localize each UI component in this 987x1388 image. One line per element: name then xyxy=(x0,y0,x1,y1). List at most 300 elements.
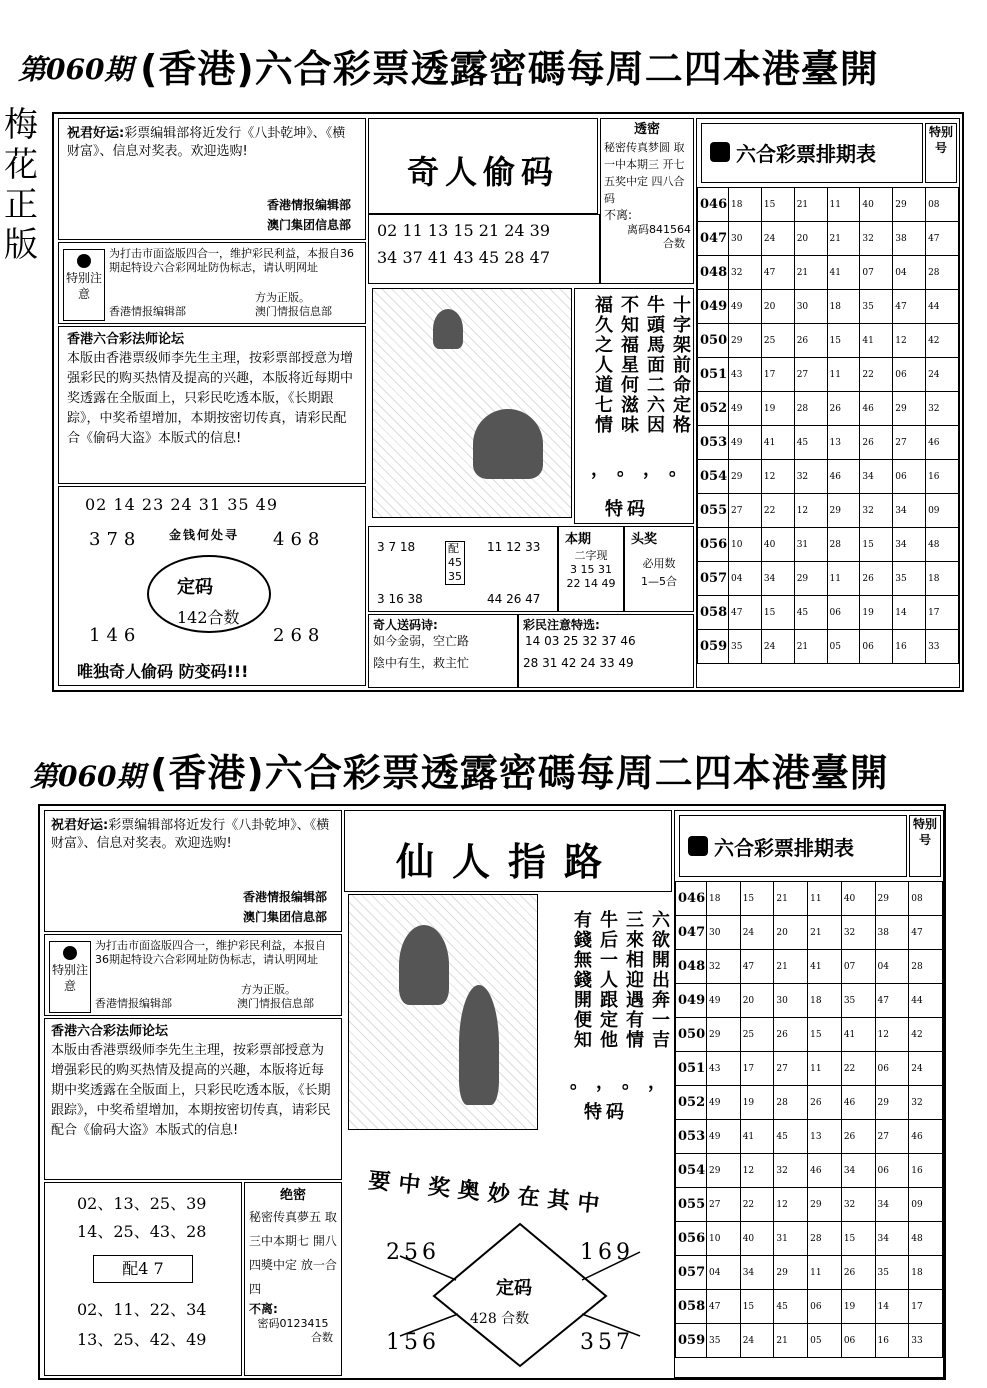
schedule-number: 46 xyxy=(909,1120,943,1154)
schedule-number: 16 xyxy=(909,1154,943,1188)
mascot-icon-bottom xyxy=(688,836,708,856)
pei-right-2: 44 26 47 xyxy=(487,592,541,606)
nums-line-4: 13、25、42、49 xyxy=(77,1330,207,1349)
page-header-bottom: (香港)六合彩票透露密碼每周二四本港臺開 xyxy=(150,751,889,795)
page-header: (香港)六合彩票透露密碼每周二四本港臺開 xyxy=(140,47,879,91)
schedule-number: 27 xyxy=(893,426,926,460)
schedule-row xyxy=(698,630,959,664)
schedule-number: 21 xyxy=(794,256,827,290)
notice-sign-2-bottom: 澳门情报信息部 xyxy=(237,997,314,1010)
schedule-number: 15 xyxy=(761,596,794,630)
poem-punct-1: 。 xyxy=(669,459,687,480)
schedule-number: 15 xyxy=(808,1018,842,1052)
schedule-number: 06 xyxy=(860,630,893,664)
schedule-row xyxy=(676,1290,943,1324)
schedule-row xyxy=(698,392,959,426)
schedule-row xyxy=(698,596,959,630)
schedule-number: 49 xyxy=(729,290,762,324)
pei-box-bottom: 配4 7 xyxy=(93,1255,193,1283)
schedule-number: 08 xyxy=(926,188,959,222)
schedule-number: 49 xyxy=(707,1086,741,1120)
schedule-number: 11 xyxy=(808,1256,842,1290)
schedule-row xyxy=(676,950,943,984)
schedule-number: 21 xyxy=(794,188,827,222)
schedule-number: 15 xyxy=(841,1222,875,1256)
diamond-arc-text: 金钱何处寻 xyxy=(169,528,240,542)
schedule-number: 45 xyxy=(774,1120,808,1154)
schedule-number: 21 xyxy=(808,916,842,950)
schedule-number: 29 xyxy=(729,324,762,358)
jue-text: 秘密传真夢五 取三中本期七 開八四獎中定 放一合四 xyxy=(249,1210,337,1296)
poem-punct-3: 。 xyxy=(617,459,635,480)
notice-badge-box xyxy=(63,249,105,321)
schedule-issue: 056 xyxy=(698,528,729,562)
greeting-box-bottom xyxy=(44,810,342,932)
notice-badge-bottom: 特别注意 xyxy=(51,963,88,993)
schedule-number: 11 xyxy=(827,562,860,596)
schedule-number: 34 xyxy=(761,562,794,596)
schedule-row xyxy=(676,1086,943,1120)
side-label: 梅花正版 xyxy=(4,105,38,265)
schedule-title: 六合彩票排期表 xyxy=(736,142,876,166)
schedule-number: 15 xyxy=(740,1290,774,1324)
schedule-issue: 049 xyxy=(676,984,707,1018)
schedule-number: 34 xyxy=(875,1188,909,1222)
schedule-number: 06 xyxy=(841,1324,875,1358)
schedule-number: 27 xyxy=(875,1120,909,1154)
poem-punct-4: ， xyxy=(591,459,609,480)
pei-middle-2: 35 xyxy=(448,570,462,583)
nums-box-bottom xyxy=(44,1182,242,1376)
schedule-number: 14 xyxy=(893,596,926,630)
benqi-box xyxy=(558,526,624,612)
schedule-number: 32 xyxy=(909,1086,943,1120)
schedule-row xyxy=(676,1324,943,1358)
schedule-number: 12 xyxy=(794,494,827,528)
schedule-number: 28 xyxy=(827,528,860,562)
secret-box xyxy=(600,118,694,284)
jue-title: 绝密 xyxy=(279,1188,306,1203)
schedule-number: 29 xyxy=(827,494,860,528)
schedule-number: 09 xyxy=(926,494,959,528)
schedule-issue: 058 xyxy=(698,596,729,630)
schedule-number: 11 xyxy=(827,188,860,222)
schedule-number: 34 xyxy=(875,1222,909,1256)
nums-line-1: 02、13、25、39 xyxy=(77,1194,207,1213)
schedule-row xyxy=(676,1052,943,1086)
figure-flying xyxy=(433,309,463,349)
schedule-number: 33 xyxy=(926,630,959,664)
issue-number-bottom: 第060期 xyxy=(30,760,145,793)
schedule-number: 30 xyxy=(794,290,827,324)
schedule-row xyxy=(698,426,959,460)
caimin-title: 彩民注意特选: xyxy=(523,618,600,632)
schedule-number: 10 xyxy=(729,528,762,562)
schedule-number: 26 xyxy=(794,324,827,358)
schedule-issue: 052 xyxy=(698,392,729,426)
secret-heshu: 合数 xyxy=(663,237,685,250)
schedule-number: 34 xyxy=(740,1256,774,1290)
diamond-sum-bottom: 428 合数 xyxy=(470,1311,530,1327)
schedule-number: 28 xyxy=(794,392,827,426)
schedule-number: 35 xyxy=(841,984,875,1018)
schedule-number: 19 xyxy=(740,1086,774,1120)
forum-box xyxy=(58,326,366,484)
poem-line-1: 十字架前命定格 xyxy=(670,295,691,435)
schedule-table-top xyxy=(697,187,959,664)
schedule-number: 35 xyxy=(729,630,762,664)
schedule-number: 12 xyxy=(740,1154,774,1188)
benqi-line-1: 3 15 31 xyxy=(570,563,612,576)
tema-label-bottom: 特码 xyxy=(584,1102,628,1123)
schedule-number: 43 xyxy=(707,1052,741,1086)
schedule-number: 06 xyxy=(808,1290,842,1324)
issue-number: 第060期 xyxy=(18,53,133,86)
poem-line-3: 不知福星何滋味 xyxy=(618,295,639,435)
schedule-number: 28 xyxy=(774,1086,808,1120)
schedule-number: 18 xyxy=(909,1256,943,1290)
schedule-number: 38 xyxy=(875,916,909,950)
schedule-number: 05 xyxy=(808,1324,842,1358)
schedule-issue: 054 xyxy=(698,460,729,494)
schedule-row xyxy=(676,1154,943,1188)
toujiang-title: 头奖 xyxy=(631,532,658,547)
schedule-number: 16 xyxy=(875,1324,909,1358)
diamond-top-left: 378 xyxy=(89,529,142,550)
songma-line-1: 如今金弱，空亡路 xyxy=(373,634,470,648)
schedule-number: 24 xyxy=(926,358,959,392)
schedule-number: 21 xyxy=(827,222,860,256)
diamond-bottom-left: 146 xyxy=(89,625,142,646)
toujiang-box xyxy=(624,526,694,612)
schedule-number: 29 xyxy=(707,1018,741,1052)
caimin-box xyxy=(518,614,694,688)
schedule-number: 19 xyxy=(761,392,794,426)
schedule-number: 49 xyxy=(707,1120,741,1154)
schedule-number: 45 xyxy=(774,1290,808,1324)
schedule-title-box-bottom xyxy=(679,815,907,877)
secret-code: 离码841564 xyxy=(627,223,691,236)
schedule-number: 32 xyxy=(794,460,827,494)
nums-line-3: 02、11、22、34 xyxy=(77,1300,207,1319)
schedule-issue: 046 xyxy=(676,882,707,916)
schedule-row xyxy=(676,1256,943,1290)
bomb-icon-bottom xyxy=(63,946,77,960)
schedule-row xyxy=(698,324,959,358)
schedule-number: 12 xyxy=(774,1188,808,1222)
schedule-number: 27 xyxy=(794,358,827,392)
schedule-number: 17 xyxy=(909,1290,943,1324)
schedule-number: 42 xyxy=(926,324,959,358)
schedule-issue: 051 xyxy=(676,1052,707,1086)
schedule-issue: 048 xyxy=(698,256,729,290)
schedule-number: 40 xyxy=(841,882,875,916)
greeting-sign-2: 澳门集团信息部 xyxy=(266,218,351,232)
schedule-row xyxy=(698,290,959,324)
pei-left-2: 3 16 38 xyxy=(377,592,423,606)
diamond-center: 定码 xyxy=(177,577,213,598)
figure-official xyxy=(459,985,499,1105)
schedule-number: 34 xyxy=(893,528,926,562)
schedule-number: 15 xyxy=(860,528,893,562)
schedule-number: 29 xyxy=(893,188,926,222)
schedule-number: 43 xyxy=(729,358,762,392)
poem-box-bottom xyxy=(552,906,672,1106)
schedule-number: 06 xyxy=(893,358,926,392)
schedule-issue: 050 xyxy=(698,324,729,358)
schedule-number: 30 xyxy=(774,984,808,1018)
title-box-bottom xyxy=(344,810,672,892)
schedule-number: 28 xyxy=(909,950,943,984)
diamond-bottom-right-bottom: 357 xyxy=(580,1330,634,1355)
pei-right-1: 11 12 33 xyxy=(487,540,541,554)
jue-box xyxy=(244,1182,342,1376)
schedule-number: 35 xyxy=(860,290,893,324)
schedule-number: 29 xyxy=(808,1188,842,1222)
schedule-issue: 049 xyxy=(698,290,729,324)
schedule-number: 26 xyxy=(827,392,860,426)
schedule-number: 10 xyxy=(707,1222,741,1256)
schedule-issue: 047 xyxy=(676,916,707,950)
schedule-number: 22 xyxy=(841,1052,875,1086)
schedule-issue: 051 xyxy=(698,358,729,392)
schedule-number: 34 xyxy=(860,460,893,494)
songma-title: 奇人送码诗: xyxy=(373,618,438,632)
poem-line-4: 福久之人道七情 xyxy=(592,295,613,435)
schedule-number: 09 xyxy=(909,1188,943,1222)
schedule-number: 21 xyxy=(774,1324,808,1358)
schedule-issue: 053 xyxy=(676,1120,707,1154)
schedule-number: 24 xyxy=(740,1324,774,1358)
schedule-box-top xyxy=(696,118,960,688)
schedule-number: 42 xyxy=(909,1018,943,1052)
poem-line-3-bottom: 牛后一人跟定他 xyxy=(597,910,618,1050)
schedule-number: 04 xyxy=(875,950,909,984)
schedule-number: 41 xyxy=(841,1018,875,1052)
schedule-number: 30 xyxy=(729,222,762,256)
schedule-number: 08 xyxy=(909,882,943,916)
pei-left-1: 3 7 18 xyxy=(377,540,416,554)
schedule-number: 47 xyxy=(707,1290,741,1324)
schedule-number: 15 xyxy=(827,324,860,358)
schedule-number: 48 xyxy=(926,528,959,562)
poem-line-2: 牛頭馬面二六因 xyxy=(644,295,665,435)
schedule-box-bottom xyxy=(674,810,944,1378)
schedule-number: 07 xyxy=(841,950,875,984)
schedule-number: 49 xyxy=(707,984,741,1018)
schedule-number: 22 xyxy=(860,358,893,392)
schedule-number: 46 xyxy=(860,392,893,426)
schedule-number: 06 xyxy=(875,1052,909,1086)
schedule-number: 47 xyxy=(761,256,794,290)
schedule-number: 32 xyxy=(860,494,893,528)
schedule-number: 24 xyxy=(740,916,774,950)
schedule-row xyxy=(676,1018,943,1052)
schedule-number: 18 xyxy=(808,984,842,1018)
bottom-sheet xyxy=(38,804,946,1380)
footer-slogan: 唯独奇人偷码 防变码!!! xyxy=(77,662,249,681)
schedule-number: 47 xyxy=(893,290,926,324)
notice-badge: 特别注意 xyxy=(65,271,102,301)
schedule-number: 34 xyxy=(841,1154,875,1188)
schedule-number: 29 xyxy=(875,1086,909,1120)
greeting-lead: 祝君好运: xyxy=(67,126,125,141)
forum-text: 本版由香港票级师李先生主理，按彩票部授意为增强彩民的购买热情及提高的兴趣，本版将近每期中奖透露在全版面上，只彩民吃透本版，《长期跟踪》，中奖希望增加，本期按密切传真，请彩民配合《偷码大盗》本版式的信息! xyxy=(67,351,354,446)
schedule-issue: 052 xyxy=(676,1086,707,1120)
songma-box xyxy=(368,614,518,688)
schedule-row xyxy=(676,1120,943,1154)
schedule-number: 46 xyxy=(841,1086,875,1120)
pei-middle-box xyxy=(445,541,465,585)
schedule-number: 29 xyxy=(707,1154,741,1188)
schedule-number: 18 xyxy=(707,882,741,916)
schedule-number: 12 xyxy=(875,1018,909,1052)
greeting-text: 彩票编辑部将近发行《八卦乾坤》、《横财富》、信息对奖表。欢迎选购! xyxy=(67,126,346,159)
notice-sign-1-bottom: 香港情报编辑部 xyxy=(95,997,172,1010)
schedule-number: 19 xyxy=(841,1290,875,1324)
schedule-number: 44 xyxy=(926,290,959,324)
schedule-number: 46 xyxy=(808,1154,842,1188)
schedule-issue: 057 xyxy=(676,1256,707,1290)
notice-badge-box-bottom xyxy=(49,941,91,1013)
caimin-line-1: 14 03 25 32 37 46 xyxy=(525,634,636,648)
poem-punct-3-bottom: ， xyxy=(596,1072,614,1093)
schedule-number: 28 xyxy=(926,256,959,290)
schedule-number: 40 xyxy=(860,188,893,222)
schedule-number: 26 xyxy=(860,562,893,596)
schedule-number: 40 xyxy=(740,1222,774,1256)
poem-punct-2-bottom: 。 xyxy=(622,1072,640,1093)
title-numbers-box xyxy=(368,214,600,284)
schedule-number: 47 xyxy=(729,596,762,630)
schedule-number: 41 xyxy=(827,256,860,290)
pei-middle-label: 配 xyxy=(448,542,459,555)
schedule-issue: 046 xyxy=(698,188,729,222)
schedule-number: 32 xyxy=(729,256,762,290)
schedule-number: 26 xyxy=(860,426,893,460)
schedule-number: 26 xyxy=(808,1086,842,1120)
pei-middle-1: 45 xyxy=(448,556,462,569)
schedule-row xyxy=(698,460,959,494)
schedule-number: 22 xyxy=(761,494,794,528)
illustration-court xyxy=(348,894,538,1130)
greeting-text-bottom: 彩票编辑部将近发行《八卦乾坤》、《横财富》、信息对奖表。欢迎选购! xyxy=(51,818,330,851)
schedule-title-bottom: 六合彩票排期表 xyxy=(714,836,854,860)
schedule-number: 11 xyxy=(808,1052,842,1086)
schedule-number: 07 xyxy=(860,256,893,290)
schedule-number: 32 xyxy=(774,1154,808,1188)
schedule-issue: 048 xyxy=(676,950,707,984)
schedule-number: 31 xyxy=(794,528,827,562)
notice-sign-2: 澳门情报信息部 xyxy=(255,305,332,318)
numbers-row: 02 14 23 24 31 35 49 xyxy=(85,495,279,514)
diamond-top-left-bottom: 256 xyxy=(386,1240,440,1265)
notice-box xyxy=(58,242,366,324)
schedule-number: 46 xyxy=(926,426,959,460)
schedule-number: 26 xyxy=(774,1018,808,1052)
figure-warrior xyxy=(473,409,543,479)
schedule-number: 29 xyxy=(729,460,762,494)
schedule-number: 20 xyxy=(774,916,808,950)
schedule-number: 31 xyxy=(774,1222,808,1256)
schedule-number: 49 xyxy=(729,392,762,426)
schedule-issue: 054 xyxy=(676,1154,707,1188)
secret-text: 秘密传真梦圆 取一中本期三 开七五奖中定 四八合码 xyxy=(604,141,685,205)
illustration-warriors xyxy=(372,288,572,518)
forum-title-bottom: 香港六合彩法师论坛 xyxy=(51,1024,169,1039)
schedule-number: 29 xyxy=(794,562,827,596)
notice-text: 为打击市面盗版四合一，维护彩民利益，本报自36期起特设六合彩网址防伪标志，请认明网址 xyxy=(109,247,354,274)
schedule-number: 45 xyxy=(794,426,827,460)
schedule-number: 27 xyxy=(774,1052,808,1086)
schedule-issue: 050 xyxy=(676,1018,707,1052)
schedule-number: 26 xyxy=(841,1120,875,1154)
schedule-issue: 057 xyxy=(698,562,729,596)
schedule-issue: 055 xyxy=(698,494,729,528)
schedule-number: 14 xyxy=(875,1290,909,1324)
greeting-sign-1: 香港情报编辑部 xyxy=(266,198,351,212)
schedule-number: 13 xyxy=(808,1120,842,1154)
schedule-number: 21 xyxy=(774,950,808,984)
jue-code: 密码0123415 xyxy=(257,1317,329,1330)
schedule-issue: 047 xyxy=(698,222,729,256)
schedule-row xyxy=(698,528,959,562)
figure-emperor xyxy=(399,925,449,1005)
schedule-number: 40 xyxy=(761,528,794,562)
notice-text-bottom: 为打击市面盗版四合一，维护彩民利益，本报自36期起特设六合彩网址防伪标志，请认明网址 xyxy=(95,939,326,966)
schedule-row xyxy=(698,562,959,596)
schedule-number: 38 xyxy=(893,222,926,256)
poem-punct-1-bottom: ， xyxy=(648,1072,666,1093)
title-box xyxy=(368,118,598,214)
forum-box-bottom xyxy=(44,1018,342,1180)
schedule-number: 15 xyxy=(761,188,794,222)
schedule-number: 04 xyxy=(707,1256,741,1290)
schedule-number: 26 xyxy=(841,1256,875,1290)
poem-punct-2: ， xyxy=(643,459,661,480)
schedule-number: 32 xyxy=(841,916,875,950)
poem-line-2-bottom: 三來相迎遇有情 xyxy=(623,910,644,1050)
forum-title: 香港六合彩法师论坛 xyxy=(67,332,185,347)
caimin-line-2: 28 31 42 24 33 49 xyxy=(523,656,634,670)
benqi-sub: 二字现 xyxy=(574,549,608,562)
schedule-number: 06 xyxy=(827,596,860,630)
schedule-badge-bottom: 特别号 xyxy=(909,815,941,877)
notice-box-bottom xyxy=(44,934,342,1016)
diamond-sum: 142合数 xyxy=(177,608,240,627)
diamond-top-right-bottom: 169 xyxy=(580,1240,634,1265)
toujiang-line-2: 1—5合 xyxy=(641,575,677,588)
schedule-number: 46 xyxy=(827,460,860,494)
benqi-title: 本期 xyxy=(565,532,592,547)
schedule-number: 20 xyxy=(794,222,827,256)
schedule-row xyxy=(698,256,959,290)
schedule-number: 24 xyxy=(761,222,794,256)
schedule-number: 27 xyxy=(707,1188,741,1222)
schedule-number: 27 xyxy=(729,494,762,528)
schedule-number: 17 xyxy=(926,596,959,630)
schedule-number: 24 xyxy=(909,1052,943,1086)
schedule-number: 35 xyxy=(875,1256,909,1290)
schedule-number: 47 xyxy=(926,222,959,256)
schedule-row xyxy=(698,494,959,528)
schedule-number: 22 xyxy=(740,1188,774,1222)
bomb-icon xyxy=(77,254,91,268)
diamond-bottom-right: 268 xyxy=(273,625,326,646)
tema-label: 特码 xyxy=(605,499,649,520)
schedule-number: 12 xyxy=(893,324,926,358)
mascot-icon xyxy=(710,142,730,162)
